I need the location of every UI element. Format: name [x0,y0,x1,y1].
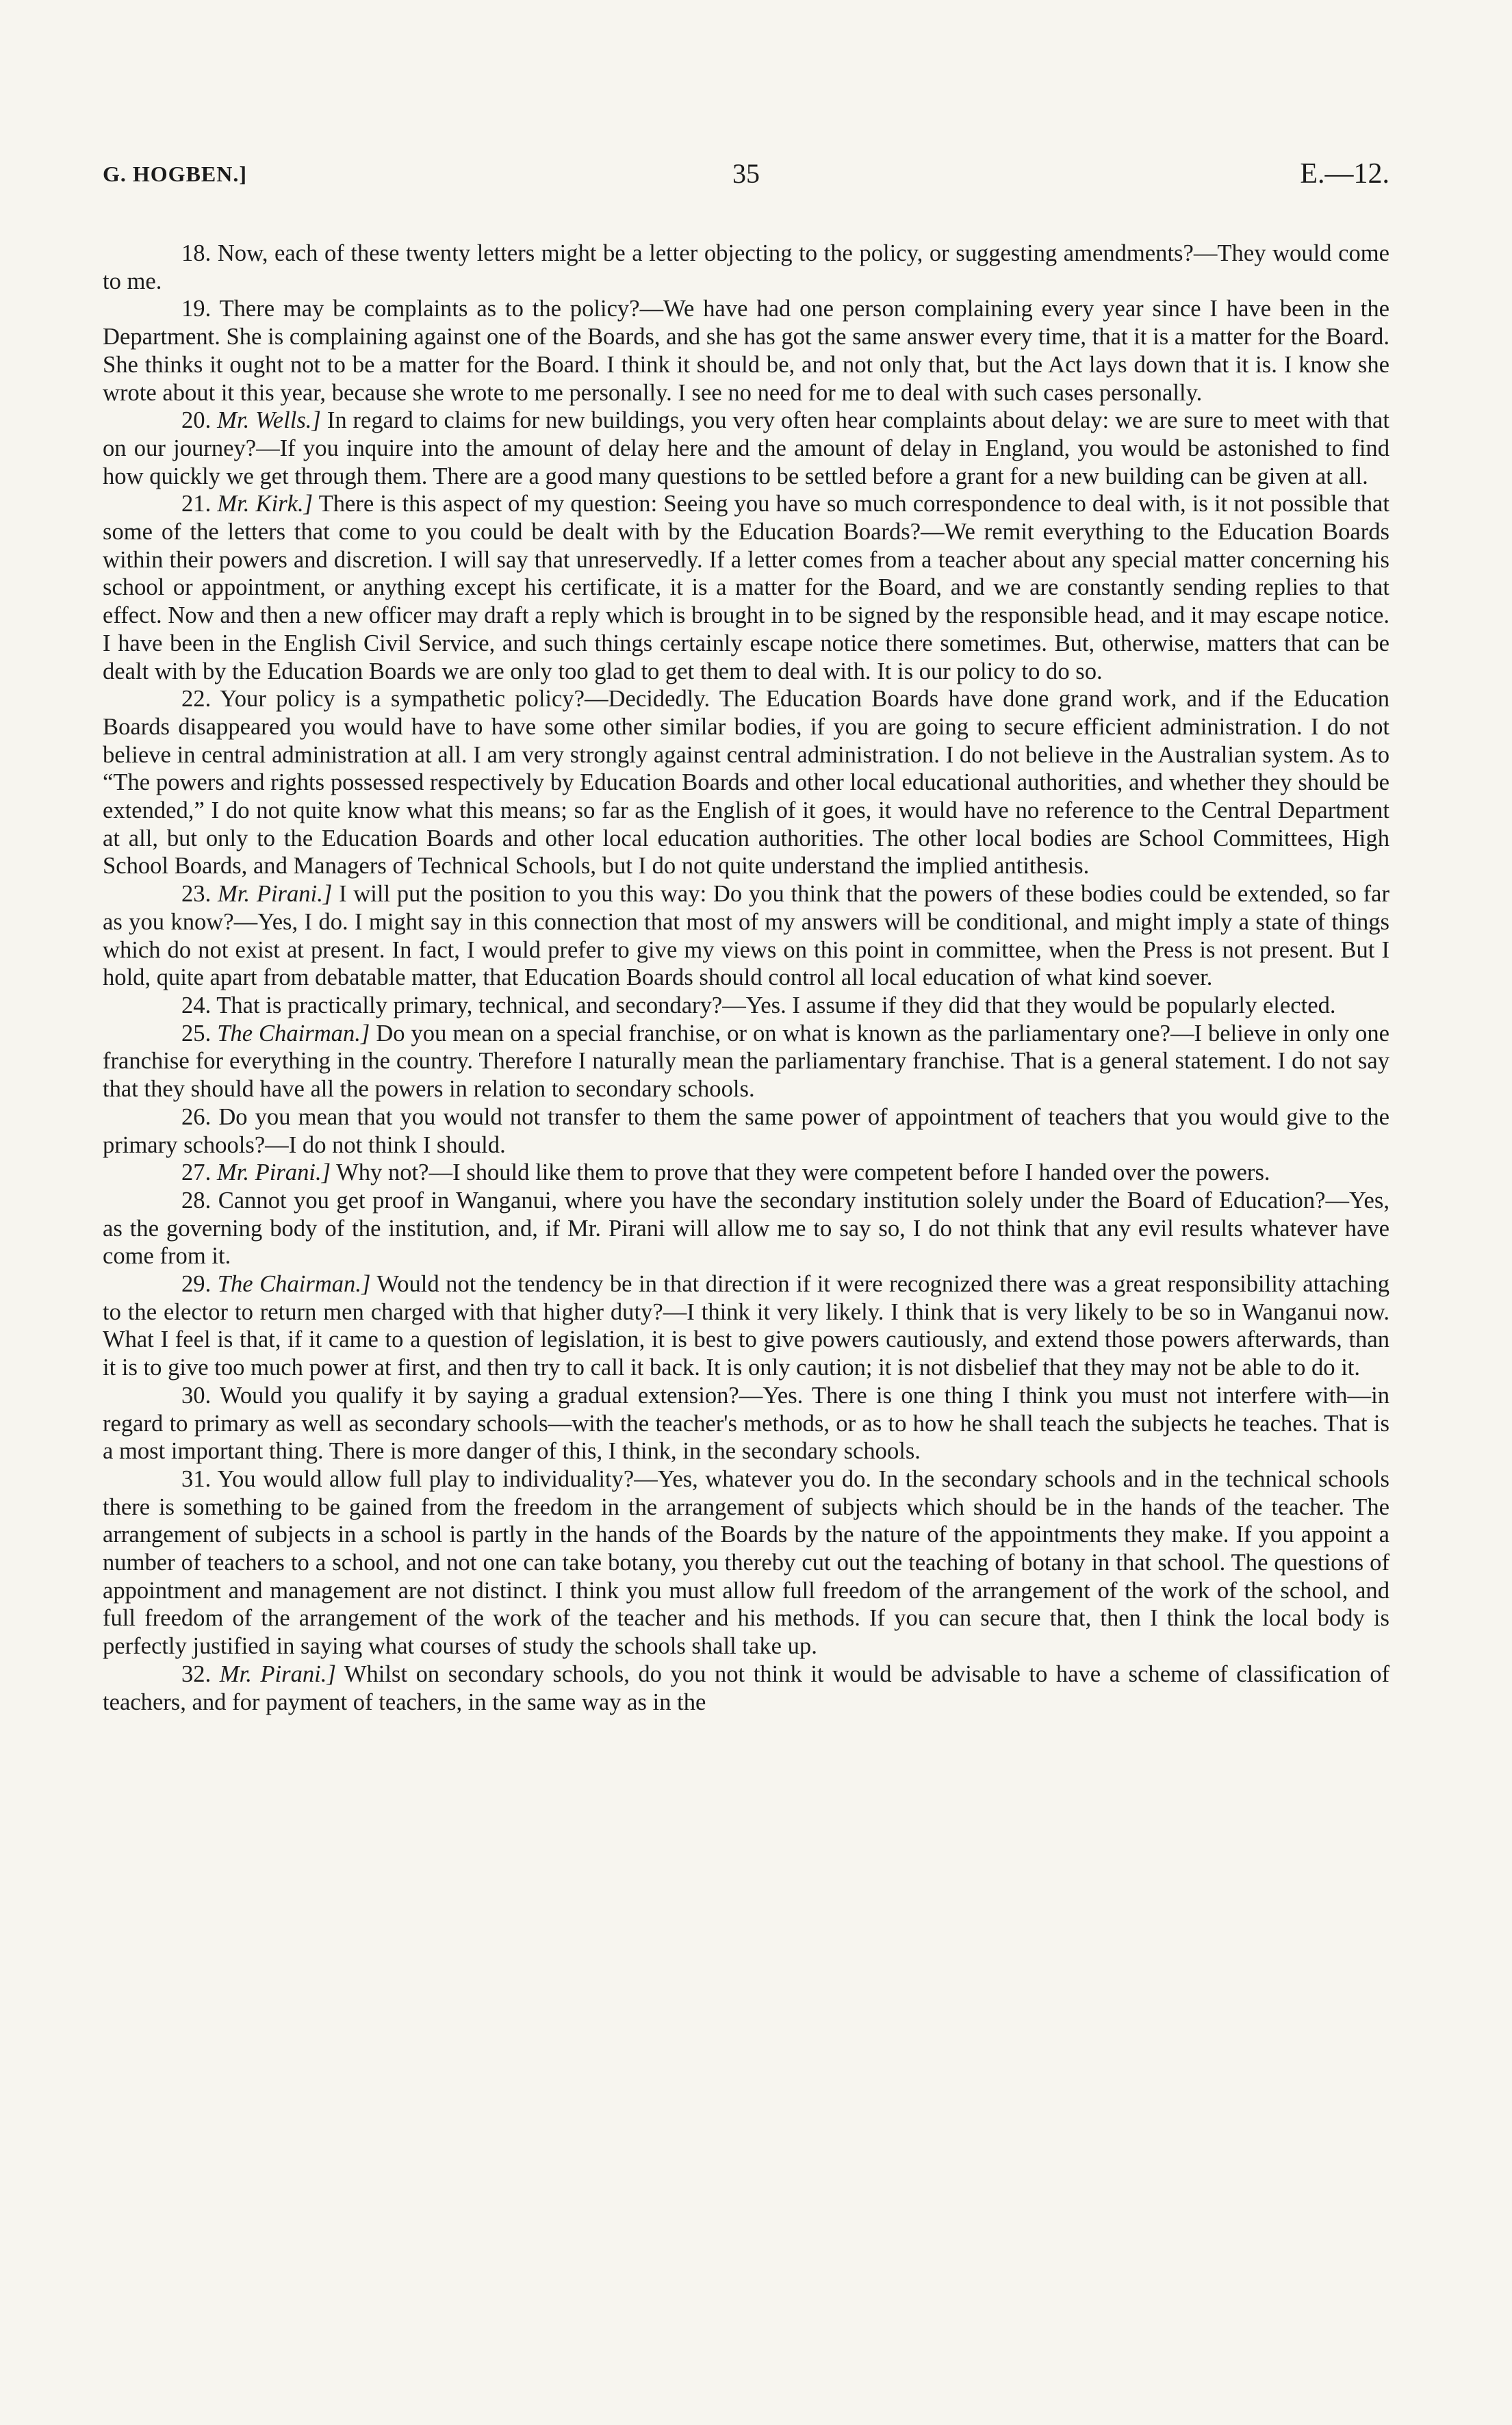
speaker-name: Mr. Pirani.] [219,1660,336,1687]
paragraph-text: Cannot you get proof in Wanganui, where you have the secondary institution solely under the Board of Education?—Yes, as the governing body of the institution, and, if Mr. Pirani will allow me to say so, I do not think that any evil results whatever have come from it. [103,1187,1389,1270]
paragraph-text: That is practically primary, technical, and secondary?—Yes. I assume if they did that they would be popularly elected. [216,992,1336,1018]
paragraph-number: 31. [181,1465,212,1492]
paragraph-24 [103,992,1389,1020]
document-reference: E.—12. [1300,158,1389,190]
paragraph-number: 25. [181,1020,212,1047]
paragraph-31 [103,1465,1389,1660]
page-body [103,240,1389,1716]
paragraph-text: In regard to claims for new buildings, you very often hear complaints about delay: we are sure to meet with that on our journey?—If you inquire into the amount of delay here and the amount of delay in England, you would be astonished to find how quickly we get through them. There are a good many questions to be settled before a grant for a new building can be given at all. [103,407,1389,489]
paragraph-text: You would allow full play to individuality?—Yes, whatever you do. In the secondary schools and in the technical schools there is something to be gained from the freedom in the arrangement of subjects which should be in the hands of the teacher. The arrangement of subjects in a school is partly in the hands of the Boards by the nature of the appointments they make. If you appoint a number of teachers to a school, and not one can take botany, you thereby cut out the teaching of botany in that school. The questions of appointment and management are not distinct. I think you must allow full freedom of the arrangement of the work of the school, and full freedom of the arrangement of the work of the teacher and his methods. If you can secure that, then I think the local body is perfectly justified in saying what courses of study the schools shall take up. [103,1465,1389,1660]
paragraph-text: Whilst on secondary schools, do you not think it would be advisable to have a scheme of classification of teachers, and for payment of teachers, in the same way as in the [103,1660,1389,1715]
paragraph-text: There may be complaints as to the policy?—We have had one person complaining every year since I have been in the Department. She is complaining against one of the Boards, and she has got the same answer every time, that it is a matter for the Board. She thinks it ought not to be a matter for the Board. I think it should be, and not only that, but the Act lays down that it is. I know she wrote about it this year, because she wrote to me personally. I see no need for me to deal with such cases personally. [103,296,1389,406]
paragraph-23 [103,880,1389,992]
paragraph-26 [103,1103,1389,1159]
paragraph-text: Your policy is a sympathetic policy?—Decidedly. The Education Boards have done grand work, and if the Education Boards disappeared you would have to have some other similar bodies, if you are going to secure efficient administration. I do not believe in central administration at all. I am very strongly against central administration. I do not believe in the Australian system. As to “The powers and rights possessed respectively by Education Boards and other local educational authorities, and whether they should be extended,” I do not quite know what this means; so far as the English of it goes, it would have no reference to the Central Department at all, but only to the Education Boards and other local education authorities. The other local bodies are School Committees, High School Boards, and Managers of Technical Schools, but I do not quite understand the implied antithesis. [103,686,1389,880]
paragraph-number: 20. [181,407,212,434]
witness-name: G. HOGBEN.] [103,162,248,186]
page-header [103,157,1389,205]
speaker-name: The Chairman.] [217,1271,371,1298]
speaker-name: Mr. Kirk.] [217,491,313,517]
paragraph-number: 22. [181,686,212,713]
paragraph-29 [103,1270,1389,1382]
paragraph-text: Would you qualify it by saying a gradual extension?—Yes. There is one thing I think you must not interfere with—in regard to primary as well as secondary schools—with the teacher's methods, or as to how he shall teach the subjects he teaches. That is a most important thing. There is more danger of this, I think, in the secondary schools. [103,1382,1389,1465]
paragraph-19 [103,295,1389,407]
paragraph-28 [103,1187,1389,1270]
paragraph-30 [103,1382,1389,1465]
page-number: 35 [732,158,760,189]
paragraph-22 [103,685,1389,880]
paragraph-number: 32. [181,1660,212,1687]
paragraph-number: 28. [181,1187,212,1214]
paragraph-number: 23. [181,881,212,908]
speaker-name: Mr. Wells.] [217,407,321,434]
paragraph-text: Do you mean on a special franchise, or on what is known as the parliamentary one?—I believe in only one franchise for everything in the country. Therefore I naturally mean the parliamentary franchise. That is a general statement. I do not say that they should have all the powers in relation to secondary schools. [103,1020,1389,1103]
paragraph-text: Would not the tendency be in that direction if it were recognized there was a great responsibility attaching to the elector to return men charged with that higher duty?—I think it very likely. I think that is very likely to be so in Wanganui now. What I feel is that, if it came to a question of legislation, it is best to give powers cautiously, and extend those powers afterwards, than it is to give too much power at first, and then try to call it back. It is only caution; it is not disbelief that they may not be able to do it. [103,1271,1389,1381]
paragraph-25 [103,1020,1389,1103]
paragraph-27 [103,1159,1389,1187]
paragraph-text: Now, each of these twenty letters might be a letter objecting to the policy, or suggesting amendments?—They would come to me. [103,240,1389,294]
paragraph-32 [103,1660,1389,1716]
paragraph-number: 30. [181,1382,212,1409]
paragraph-20 [103,407,1389,490]
paragraph-number: 26. [181,1103,212,1130]
paragraph-number: 19. [181,296,212,322]
paragraph-number: 21. [181,491,212,517]
document-page [103,157,1389,1716]
paragraph-text: Do you mean that you would not transfer to them the same power of appointment of teachers that you would give to the primary schools?—I do not think I should. [103,1103,1389,1158]
paragraph-number: 18. [181,240,212,266]
paragraph-18 [103,240,1389,295]
speaker-name: Mr. Pirani.] [218,881,333,908]
speaker-name: The Chairman.] [217,1020,370,1047]
paragraph-text: I will put the position to you this way: Do you think that the powers of these bodies could be extended, so far as you know?—Yes, I do. I might say in this connection that most of my answers will be conditional, and might imply a state of things which do not exist at present. In fact, I would prefer to give my views on this point in committee, when the Press is not present. But I hold, quite apart from debatable matter, that Education Boards should control all local education of what kind soever. [103,881,1390,991]
paragraph-number: 29. [181,1271,212,1298]
paragraph-number: 24. [181,992,212,1018]
paragraph-21 [103,490,1389,685]
paragraph-text: Why not?—I should like them to prove that they were competent before I handed over the powers. [336,1159,1270,1186]
paragraph-text: There is this aspect of my question: Seeing you have so much correspondence to deal with, is it not possible that some of the letters that come to you could be dealt with by the Education Boards?—We remit everything to the Education Boards within their powers and discretion. I will say that unreservedly. If a letter comes from a teacher about any special matter concerning his school or appointment, or anything except his certificate, it is a matter for the Board, and we are constantly sending replies to that effect. Now and then a new officer may draft a reply which is brought in to be signed by the responsible head, and it may escape notice. I have been in the English Civil Service, and such things certainly escape notice there sometimes. But, otherwise, matters that can be dealt with by the Education Boards we are only too glad to get them to deal with. It is our policy to do so. [103,491,1389,684]
paragraph-number: 27. [181,1159,212,1186]
speaker-name: Mr. Pirani.] [216,1159,331,1186]
